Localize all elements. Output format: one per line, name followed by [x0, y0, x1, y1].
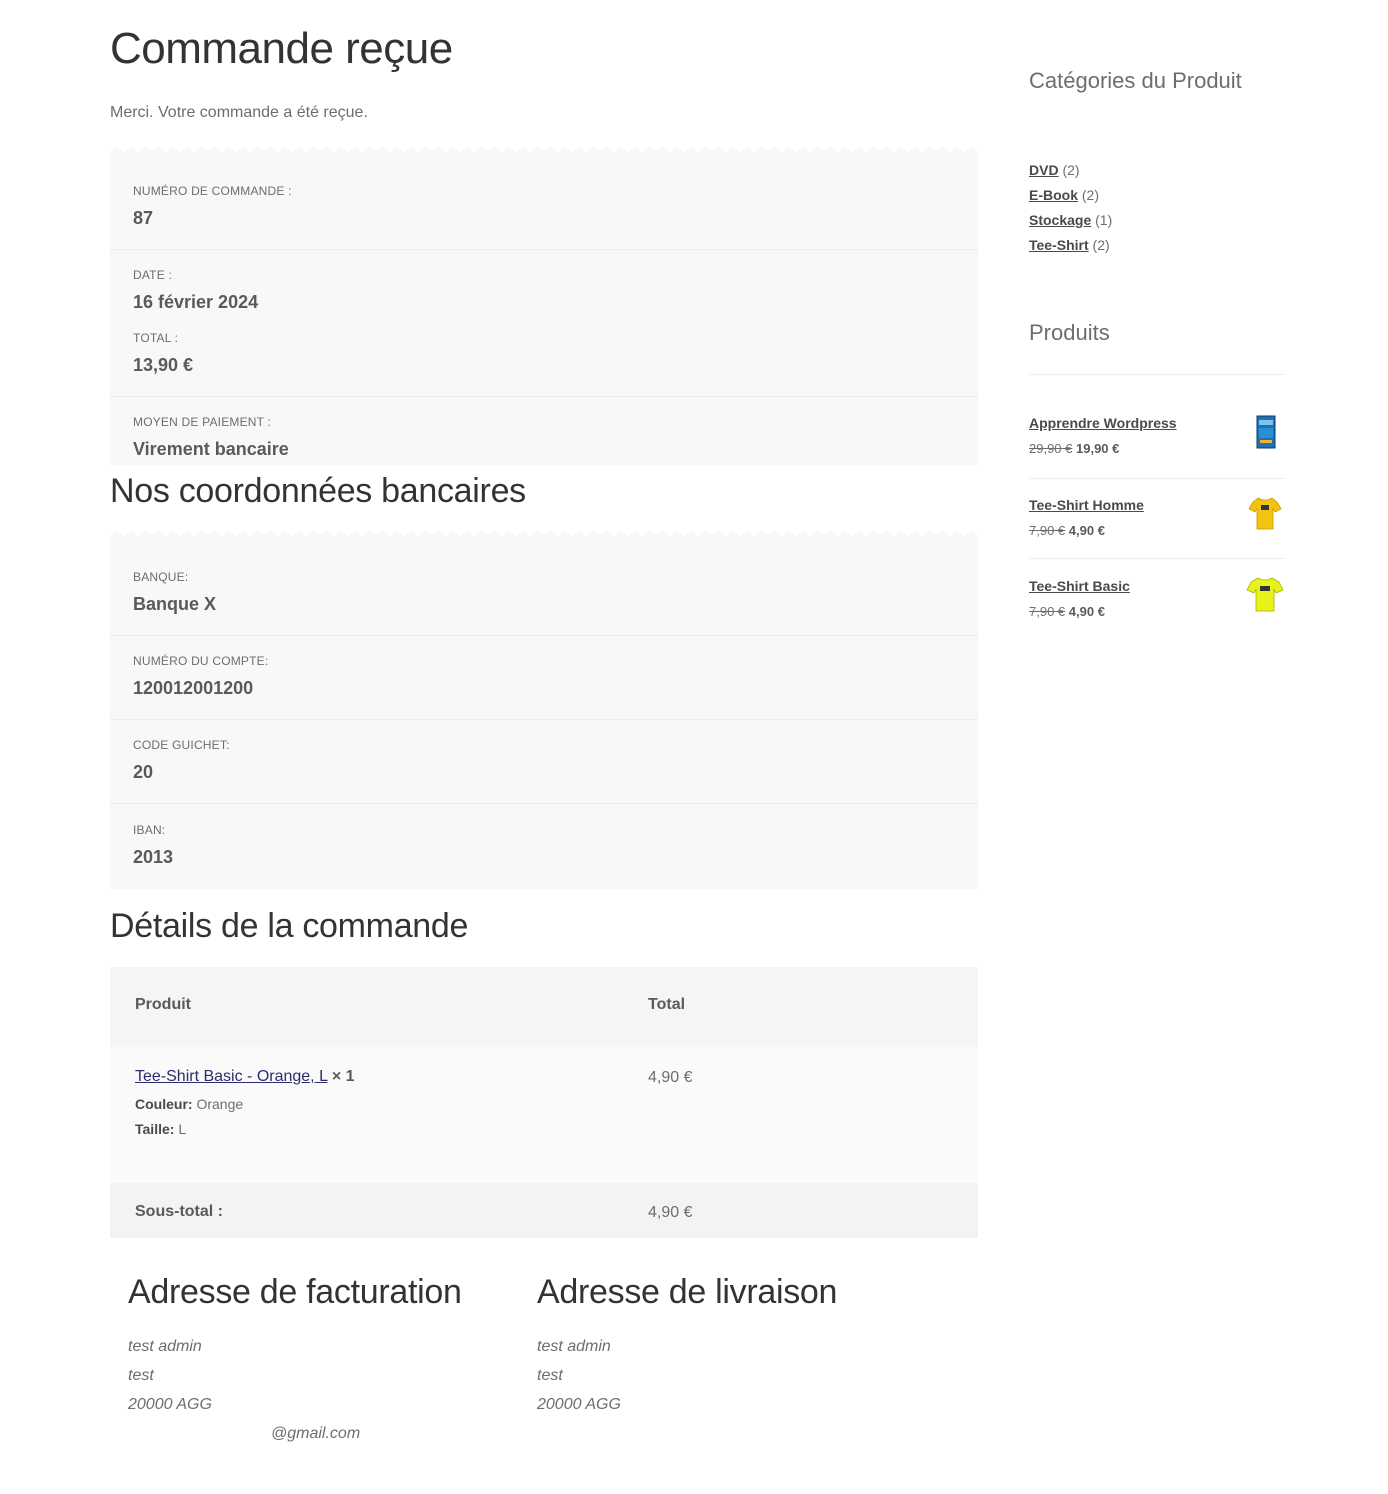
- billing-address: [128, 1332, 360, 1448]
- shipping-name: test admin: [537, 1338, 611, 1355]
- category-link[interactable]: DVD: [1029, 162, 1059, 178]
- category-item-teeshirt: [1029, 237, 1110, 253]
- sale-price: 19,90 €: [1076, 441, 1120, 456]
- sale-price: 4,90 €: [1068, 523, 1105, 538]
- branch-code-value: 20: [133, 762, 154, 782]
- divider: [110, 719, 978, 720]
- category-count: (2): [1081, 187, 1100, 203]
- order-table-header: [110, 967, 978, 1047]
- product-link-tee-shirt-basic[interactable]: Tee-Shirt Basic: [1029, 578, 1130, 594]
- account-number-value: 120012001200: [133, 678, 254, 698]
- book-thumbnail-icon[interactable]: [1245, 412, 1285, 452]
- categories-widget-title: Catégories du Produit: [1029, 68, 1242, 93]
- order-date-value: 16 février 2024: [133, 292, 259, 312]
- bank-name-value: Banque X: [133, 594, 217, 614]
- category-link[interactable]: Stockage: [1029, 212, 1092, 228]
- old-price: 29,90 €: [1029, 441, 1073, 456]
- table-row: [110, 1047, 978, 1183]
- subtotal-row: [110, 1183, 978, 1238]
- column-header-product: Produit: [135, 996, 191, 1013]
- old-price: 7,90 €: [1029, 604, 1066, 619]
- shipping-address: [537, 1332, 621, 1419]
- category-count: (2): [1092, 237, 1110, 253]
- product-link[interactable]: Tee-Shirt Basic - Orange, L: [135, 1068, 328, 1085]
- thank-you-message: Merci. Votre commande a été reçue.: [110, 104, 368, 121]
- product-price: [1029, 604, 1105, 619]
- order-date-label: DATE :: [133, 268, 172, 282]
- order-number-label: NUMÉRO DE COMMANDE :: [133, 184, 292, 198]
- order-overview: [110, 158, 978, 465]
- subtotal-value: 4,90 €: [648, 1204, 693, 1221]
- branch-code-label: CODE GUICHET:: [133, 738, 230, 752]
- iban-value: 2013: [133, 847, 174, 867]
- divider: [1029, 478, 1285, 479]
- order-total-label: TOTAL :: [133, 331, 179, 345]
- divider: [1029, 374, 1285, 375]
- category-item-ebook: [1029, 187, 1099, 203]
- order-number-value: 87: [133, 208, 154, 228]
- billing-street: test: [128, 1367, 154, 1384]
- billing-address-title: Adresse de facturation: [128, 1273, 462, 1311]
- category-item-stockage: [1029, 212, 1112, 228]
- item-total: 4,90 €: [648, 1069, 693, 1086]
- bank-details-title: Nos coordonnées bancaires: [110, 472, 526, 510]
- color-label: Couleur:: [135, 1096, 193, 1112]
- item-quantity: × 1: [331, 1068, 355, 1085]
- product-link-tee-shirt-homme[interactable]: Tee-Shirt Homme: [1029, 497, 1144, 513]
- shipping-address-title: Adresse de livraison: [537, 1273, 838, 1311]
- billing-name: test admin: [128, 1338, 202, 1355]
- payment-method-value: Virement bancaire: [133, 439, 289, 459]
- divider: [110, 635, 978, 636]
- order-details-title: Détails de la commande: [110, 907, 469, 945]
- old-price: 7,90 €: [1029, 523, 1066, 538]
- order-total-value: 13,90 €: [133, 355, 194, 375]
- category-link[interactable]: Tee-Shirt: [1029, 237, 1089, 253]
- column-header-total: Total: [648, 996, 686, 1013]
- product-link-apprendre-wordpress[interactable]: Apprendre Wordpress: [1029, 415, 1177, 431]
- product-price: [1029, 441, 1119, 456]
- account-number-label: NUMÉRO DU COMPTE:: [133, 654, 269, 668]
- billing-city: 20000 AGG: [128, 1396, 212, 1413]
- size-value: L: [178, 1121, 187, 1137]
- sale-price: 4,90 €: [1068, 604, 1105, 619]
- divider: [110, 249, 978, 250]
- item-color: [135, 1096, 243, 1112]
- lime-tshirt-icon[interactable]: [1245, 575, 1285, 615]
- size-label: Taille:: [135, 1121, 175, 1137]
- category-item-dvd: [1029, 162, 1080, 178]
- item-size: [135, 1121, 186, 1137]
- divider: [110, 396, 978, 397]
- divider: [110, 803, 978, 804]
- shipping-city: 20000 AGG: [537, 1396, 621, 1413]
- payment-method-label: MOYEN DE PAIEMENT :: [133, 415, 272, 429]
- order-item: [135, 1068, 355, 1086]
- iban-label: IBAN:: [133, 823, 166, 837]
- bank-name-label: BANQUE:: [133, 570, 189, 584]
- product-price: [1029, 523, 1105, 538]
- category-count: (2): [1062, 162, 1080, 178]
- bank-details-panel: [110, 542, 978, 889]
- category-count: (1): [1095, 212, 1113, 228]
- shipping-street: test: [537, 1367, 563, 1384]
- color-value: Orange: [196, 1096, 244, 1112]
- yellow-tshirt-icon[interactable]: [1245, 493, 1285, 533]
- page-title: Commande reçue: [110, 24, 453, 73]
- products-widget-title: Produits: [1029, 320, 1110, 345]
- subtotal-label: Sous-total :: [135, 1203, 223, 1220]
- category-link[interactable]: E-Book: [1029, 187, 1078, 203]
- divider: [1029, 558, 1285, 559]
- billing-email: @gmail.com: [271, 1425, 361, 1442]
